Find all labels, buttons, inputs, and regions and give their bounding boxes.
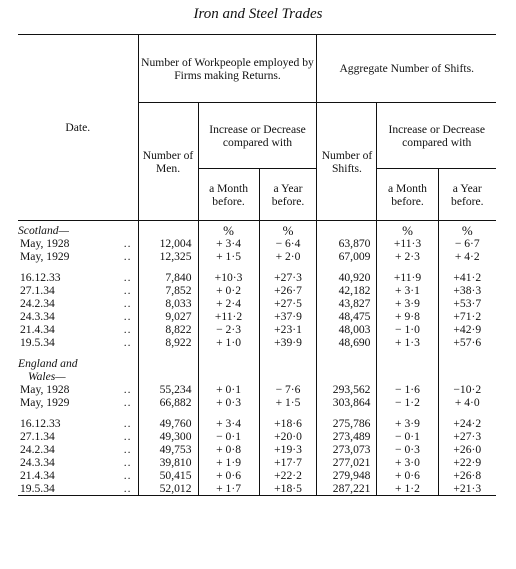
header-men-month-before: a Month before. [198, 169, 259, 221]
men-year-change: +20·0 [259, 430, 317, 443]
men-count: 8,033 [138, 297, 198, 310]
shifts-year-change: + 4·2 [438, 250, 496, 263]
header-number-of-shifts: Number of Shifts. [317, 103, 377, 221]
row-date: 16.12.33 [20, 416, 61, 430]
percent-sign: % [438, 224, 496, 237]
men-month-change: + 1·7 [198, 482, 259, 495]
men-count: 8,822 [138, 323, 198, 336]
men-month-change: + 1·5 [198, 250, 259, 263]
row-date: 24.2.34 [20, 296, 55, 310]
iron-steel-table [18, 34, 496, 496]
shifts-year-change: +38·3 [438, 284, 496, 297]
men-count: 7,852 [138, 284, 198, 297]
men-count: 52,012 [138, 482, 198, 495]
men-count: 55,234 [138, 383, 198, 396]
shifts-count: 287,221 [317, 482, 377, 495]
table-row: 24.3.34 .. 39,810 + 1·9 +17·7 277,021 + 3·0 +22·9 [18, 456, 496, 469]
men-year-change: +39·9 [259, 336, 317, 349]
men-year-change: − 6·4 [259, 237, 317, 250]
table-row: 19.5.34 .. 52,012 + 1·7 +18·5 287,221 + 1·2 +21·3 [18, 482, 496, 495]
men-count: 12,004 [138, 237, 198, 250]
shifts-month-change: − 1·2 [377, 396, 438, 409]
men-year-change: +18·6 [259, 417, 317, 430]
shifts-month-change: +11·3 [377, 237, 438, 250]
shifts-year-change: +53·7 [438, 297, 496, 310]
men-year-change: +18·5 [259, 482, 317, 495]
men-month-change: + 3·4 [198, 237, 259, 250]
shifts-count: 277,021 [317, 456, 377, 469]
men-count: 39,810 [138, 456, 198, 469]
section-label: Scotland— [18, 224, 69, 237]
men-count: 66,882 [138, 396, 198, 409]
shifts-month-change: − 0·1 [377, 430, 438, 443]
row-date: 24.3.34 [20, 309, 55, 323]
shifts-month-change: +11·9 [377, 271, 438, 284]
men-count: 49,300 [138, 430, 198, 443]
table-row: 27.1.34 .. 7,852 + 0·2 +26·7 42,182 + 3·1 +38·3 [18, 284, 496, 297]
row-date: 16.12.33 [20, 270, 61, 284]
shifts-month-change: − 0·3 [377, 443, 438, 456]
shifts-count: 67,009 [317, 250, 377, 263]
row-date: 24.2.34 [20, 442, 55, 456]
shifts-year-change: +42·9 [438, 323, 496, 336]
shifts-count: 303,864 [317, 396, 377, 409]
section-label: England and [18, 356, 78, 370]
shifts-year-change: +26·0 [438, 443, 496, 456]
table-row: 24.2.34 .. 8,033 + 2·4 +27·5 43,827 + 3·9 +53·7 [18, 297, 496, 310]
table-row: May, 1929 .. 12,325 + 1·5 + 2·0 67,009 + 2·3 + 4·2 [18, 250, 496, 263]
header-workpeople-group: Number of Workpeople employed by Firms making Returns. [138, 35, 317, 103]
table-row: May, 1929 .. 66,882 + 0·3 + 1·5 303,864 − 1·2 + 4·0 [18, 396, 496, 409]
page-title: Iron and Steel Trades [193, 6, 323, 22]
men-year-change: +22·2 [259, 469, 317, 482]
men-year-change: +23·1 [259, 323, 317, 336]
men-year-change: +27·3 [259, 271, 317, 284]
shifts-month-change: − 1·6 [377, 383, 438, 396]
header-shifts-month-before: a Month before. [377, 169, 438, 221]
shifts-count: 275,786 [317, 417, 377, 430]
men-year-change: − 7·6 [259, 383, 317, 396]
men-month-change: + 3·4 [198, 417, 259, 430]
shifts-year-change: +26·8 [438, 469, 496, 482]
shifts-month-change: + 1·2 [377, 482, 438, 495]
shifts-count: 48,003 [317, 323, 377, 336]
shifts-month-change: + 0·6 [377, 469, 438, 482]
header-shifts-year-before: a Year before. [438, 169, 496, 221]
header-shifts-increase-decrease: Increase or Decrease compared with [377, 103, 496, 169]
men-count: 9,027 [138, 310, 198, 323]
shifts-year-change: +22·9 [438, 456, 496, 469]
shifts-count: 273,489 [317, 430, 377, 443]
men-count: 12,325 [138, 250, 198, 263]
row-date: 27.1.34 [20, 283, 55, 297]
shifts-month-change: + 3·0 [377, 456, 438, 469]
shifts-count: 63,870 [317, 237, 377, 250]
men-month-change: + 0·2 [198, 284, 259, 297]
men-count: 8,922 [138, 336, 198, 349]
men-month-change: + 0·3 [198, 396, 259, 409]
men-month-change: − 2·3 [198, 323, 259, 336]
table-row: 16.12.33 .. 49,760 + 3·4 +18·6 275,786 + 3·9 +24·2 [18, 417, 496, 430]
men-count: 50,415 [138, 469, 198, 482]
men-count: 7,840 [138, 271, 198, 284]
men-year-change: + 2·0 [259, 250, 317, 263]
row-date: 24.3.34 [20, 455, 55, 469]
table-row: 24.2.34 .. 49,753 + 0·8 +19·3 273,073 − 0·3 +26·0 [18, 443, 496, 456]
men-month-change: + 0·6 [198, 469, 259, 482]
shifts-count: 48,475 [317, 310, 377, 323]
table-row: 19.5.34 .. 8,922 + 1·0 +39·9 48,690 + 1·3 +57·6 [18, 336, 496, 349]
shifts-year-change: +24·2 [438, 417, 496, 430]
men-month-change: +11·2 [198, 310, 259, 323]
row-date: May, 1928 [20, 237, 70, 250]
shifts-month-change: + 3·9 [377, 417, 438, 430]
shifts-year-change: −10·2 [438, 383, 496, 396]
men-month-change: + 0·8 [198, 443, 259, 456]
table-row: May, 1928 .. 12,004 + 3·4 − 6·4 63,870 +11·3 − 6·7 [18, 237, 496, 250]
men-year-change: +37·9 [259, 310, 317, 323]
header-men-increase-decrease: Increase or Decrease compared with [198, 103, 317, 169]
row-date: May, 1929 [20, 249, 70, 263]
header-number-of-men: Number of Men. [138, 103, 198, 221]
percent-sign: % [198, 224, 259, 237]
shifts-count: 293,562 [317, 383, 377, 396]
men-month-change: + 1·0 [198, 336, 259, 349]
men-month-change: +10·3 [198, 271, 259, 284]
shifts-month-change: + 9·8 [377, 310, 438, 323]
shifts-count: 43,827 [317, 297, 377, 310]
table-row: 27.1.34 .. 49,300 − 0·1 +20·0 273,489 − 0·1 +27·3 [18, 430, 496, 443]
row-date: 27.1.34 [20, 429, 55, 443]
percent-sign: % [377, 224, 438, 237]
shifts-year-change: +27·3 [438, 430, 496, 443]
men-year-change: +17·7 [259, 456, 317, 469]
men-year-change: +19·3 [259, 443, 317, 456]
shifts-month-change: − 1·0 [377, 323, 438, 336]
men-count: 49,760 [138, 417, 198, 430]
men-count: 49,753 [138, 443, 198, 456]
men-month-change: + 1·9 [198, 456, 259, 469]
shifts-year-change: − 6·7 [438, 237, 496, 250]
row-date: 21.4.34 [20, 468, 55, 482]
shifts-count: 273,073 [317, 443, 377, 456]
row-date: 21.4.34 [20, 322, 55, 336]
shifts-month-change: + 3·9 [377, 297, 438, 310]
men-month-change: − 0·1 [198, 430, 259, 443]
men-year-change: +27·5 [259, 297, 317, 310]
shifts-year-change: +41·2 [438, 271, 496, 284]
men-month-change: + 0·1 [198, 383, 259, 396]
row-date: 19.5.34 [20, 335, 55, 349]
table-row: 24.3.34 .. 9,027 +11·2 +37·9 48,475 + 9·8 +71·2 [18, 310, 496, 323]
percent-sign: % [259, 224, 317, 237]
men-year-change: +26·7 [259, 284, 317, 297]
section-label-continued: Wales— [28, 369, 66, 383]
shifts-month-change: + 3·1 [377, 284, 438, 297]
header-shifts-group: Aggregate Number of Shifts. [317, 35, 496, 103]
shifts-count: 40,920 [317, 271, 377, 284]
table-row: 16.12.33 .. 7,840 +10·3 +27·3 40,920 +11·9 +41·2 [18, 271, 496, 284]
men-year-change: + 1·5 [259, 396, 317, 409]
shifts-year-change: + 4·0 [438, 396, 496, 409]
table-row: 21.4.34 .. 50,415 + 0·6 +22·2 279,948 + 0·6 +26·8 [18, 469, 496, 482]
table-row: 21.4.34 .. 8,822 − 2·3 +23·1 48,003 − 1·0 +42·9 [18, 323, 496, 336]
header-men-year-before: a Year before. [259, 169, 317, 221]
shifts-year-change: +21·3 [438, 482, 496, 495]
shifts-count: 48,690 [317, 336, 377, 349]
shifts-year-change: +71·2 [438, 310, 496, 323]
shifts-count: 42,182 [317, 284, 377, 297]
men-month-change: + 2·4 [198, 297, 259, 310]
shifts-month-change: + 2·3 [377, 250, 438, 263]
row-date: 19.5.34 [20, 481, 55, 495]
row-date: May, 1929 [20, 395, 70, 409]
shifts-count: 279,948 [317, 469, 377, 482]
header-date: Date. [18, 35, 138, 221]
shifts-month-change: + 1·3 [377, 336, 438, 349]
shifts-year-change: +57·6 [438, 336, 496, 349]
table-row: May, 1928 .. 55,234 + 0·1 − 7·6 293,562 − 1·6 −10·2 [18, 383, 496, 396]
row-date: May, 1928 [20, 382, 70, 396]
